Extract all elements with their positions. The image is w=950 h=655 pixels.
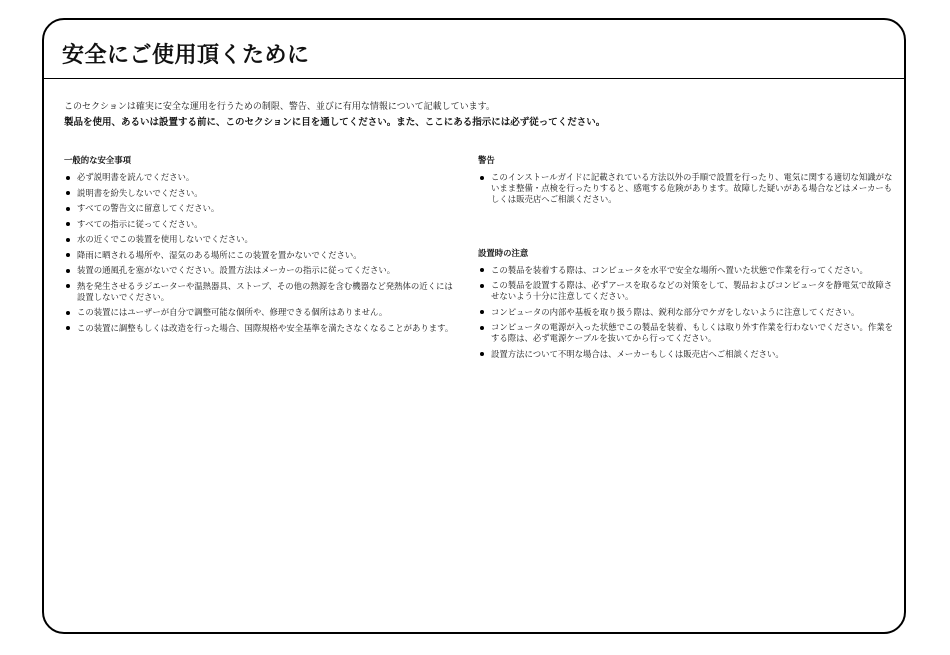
section-spacer: [478, 210, 896, 248]
list-item: この製品を設置する際は、必ずアースを取るなどの対策をして、製品およびコンピュータを静電気で故障させないよう十分に注意してください。: [478, 280, 896, 302]
list-item: すべての指示に従ってください。: [64, 219, 458, 230]
list-item: コンピュータの内部や基板を取り扱う際は、鋭利な部分でケガをしないように注意してください。: [478, 307, 896, 318]
intro-text: [64, 100, 894, 130]
list-item: この製品を装着する際は、コンピュータを水平で安全な場所へ置いた状態で作業を行ってください。: [478, 265, 896, 276]
safety-frame: [42, 18, 906, 634]
warning-list: [478, 172, 896, 205]
list-item: この装置に調整もしくは改造を行った場合、国際規格や安全基準を満たさなくなることがあります。: [64, 323, 458, 334]
list-item: 降雨に晒される場所や、湿気のある場所にこの装置を置かないでください。: [64, 250, 458, 261]
list-item: 熱を発生させるラジエーターや温熱器具、ストーブ、その他の熱源を含む機器など発熱体の近くには設置しないでください。: [64, 281, 458, 303]
list-item: すべての警告文に留意してください。: [64, 203, 458, 214]
installation-heading: 設置時の注意: [478, 247, 529, 258]
list-item: コンピュータの電源が入った状態でこの製品を装着、もしくは取り外す作業を行わないでください。作業をする際は、必ず電源ケーブルを抜いてから行ってください。: [478, 322, 896, 344]
list-item: 水の近くでこの装置を使用しないでください。: [64, 234, 458, 245]
warning-heading: 警告: [478, 155, 495, 165]
right-column: [478, 155, 896, 364]
list-item: このインストールガイドに記載されている方法以外の手順で設置を行ったり、電気に関する適切な知識がないまま整備・点検を行ったりすると、感電する危険があります。故障した疑いがある場合などはメーカーもしくは販売店へご相談ください。: [478, 172, 896, 205]
general-safety-heading: 一般的な安全事項: [64, 155, 131, 165]
intro-notice: 製品を使用、あるいは設置する前に、このセクションに目を通してください。また、ここにある指示には必ず従ってください。: [64, 117, 606, 128]
installation-list: [478, 265, 896, 360]
title-divider: [44, 78, 904, 79]
page-title: 安全にご使用頂くために: [62, 43, 310, 68]
list-item: 設置方法について不明な場合は、メーカーもしくは販売店へご相談ください。: [478, 349, 896, 360]
list-item: この装置にはユーザーが自分で調整可能な個所や、修理できる個所はありません。: [64, 307, 458, 318]
list-item: 必ず説明書を読んでください。: [64, 172, 458, 183]
list-item: 説明書を紛失しないでください。: [64, 188, 458, 199]
general-safety-list: [64, 172, 458, 334]
list-item: 装置の通風孔を塞がないでください。設置方法はメーカーの指示に従ってください。: [64, 265, 458, 276]
intro-line: このセクションは確実に安全な運用を行うための制限、警告、並びに有用な情報について記載しています。: [64, 102, 495, 112]
general-safety-section: [64, 155, 458, 338]
